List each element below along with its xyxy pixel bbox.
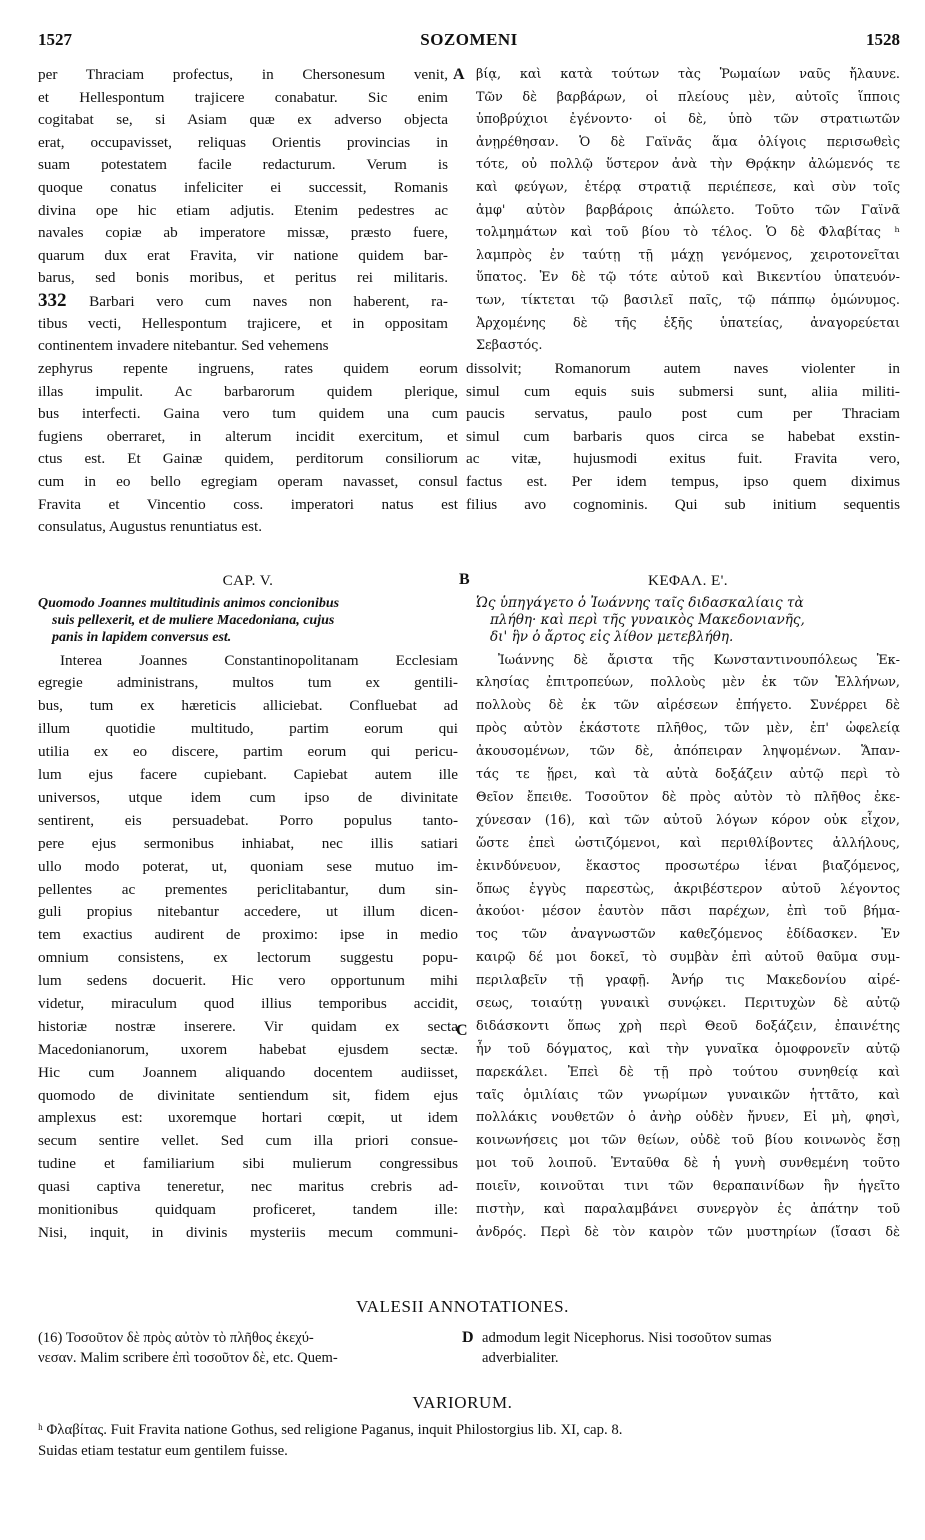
- greek-text-line: Σεβαστός.: [476, 338, 543, 354]
- body-line: κοινωνήσεις μοι τῶν θείων, οὐδὲ τοῦ βίου κοινωνὸς ἔσῃ: [476, 1133, 900, 1149]
- greek-chapter-column: [476, 570, 900, 1245]
- body-line: ἀκουσομένων, τῶν δὲ, ἀπόπειραν ληψομένων. Ἅπαν-: [476, 744, 900, 760]
- body-line: bus, tum ex hæreticis alliciebat. Confluebat ad: [38, 697, 458, 715]
- summary-line: Quomodo Joannes multitudinis animos concionibus: [38, 595, 340, 611]
- body-line: ἀνδρός. Περὶ δὲ τὸν καιρὸν τῶν μυστηρίων (ἴσασι δὲ: [476, 1224, 900, 1240]
- text-row: [38, 403, 900, 426]
- body-line: tem exactius audirent de proximo: ipse in medio: [38, 926, 458, 944]
- latin-chapter-column: [38, 570, 458, 1245]
- body-line: τάς τε ᾕρει, καὶ τὰ αὐτὰ δοξάζειν αὐτῷ περὶ τὸ: [476, 767, 900, 783]
- body-line: lum ejus facere cupiebant. Capiebat autem ille: [38, 766, 458, 784]
- page-header: [38, 30, 900, 56]
- greek-column-top: [476, 64, 900, 358]
- body-line: monitionibus quidquam proficeret, tandem ille:: [38, 1200, 458, 1218]
- latin-full-width-passage: [38, 358, 900, 539]
- greek-text-line: ὑποβρύχιοι ἐγένοντο· οἱ δὲ, ὑπὸ τῶν στρατιωτῶν: [476, 112, 900, 128]
- latin-column-top: [38, 64, 448, 358]
- body-line: χύνεσαν (16), καὶ τῶν αὐτοῦ λόγων κόρον οὐκ εἶχον,: [476, 812, 900, 828]
- body-line: ἀκούοι· μέσον ἑαυτὸν πᾶσι παρέχων, ἐπὶ τοῦ βήμα-: [476, 904, 900, 920]
- annotation-line: adverbialiter.: [482, 1350, 559, 1366]
- text-line: cogitabat se, si Asiam quæ ex adverso objecta: [38, 111, 448, 129]
- text-left-half: illas impulit. Ac barbarorum quidem plerique,: [38, 382, 458, 400]
- text-line: per Thraciam profectus, in Chersonesum venit,: [38, 66, 448, 83]
- margin-letter-a: A: [453, 66, 465, 83]
- annotations-left: [38, 1328, 458, 1368]
- margin-letter-d: D: [462, 1329, 474, 1346]
- page-number-right: 1528: [866, 30, 900, 49]
- body-line: universos, utque idem cum ipso de divinitate: [38, 788, 458, 806]
- summary-line: Ὡς ὑπηγάγετο ὁ Ἰωάννης ταῖς διδασκαλίαις τὰ: [476, 594, 804, 611]
- annotation-line: (16) Τοσοῦτον δὲ πρὸς αὐτὸν τὸ πλῆθος ἐκεχύ-: [38, 1330, 314, 1346]
- text-line: divina ope hic etiam adjutis. Etenim pedestres ac: [38, 201, 448, 219]
- body-line: Ἰωάννης δὲ ἄριστα τῆς Κωνσταντινουπόλεως Ἐκ-: [498, 652, 900, 668]
- text-right-half: paucis servatus, paulo post cum per Thraciam: [466, 405, 900, 423]
- body-line: περιλαβεῖν τῇ γραφῇ. Ἀνήρ τις Μακεδονίου αἱρέ-: [476, 973, 900, 989]
- body-line: Θεῖον ἔπειθε. Τοσοῦτον δὲ πρὸς αὐτὸν τὸ πλῆθος ἐκε-: [476, 789, 900, 805]
- greek-text-line: των, τίκτεται τῷ βασιλεῖ παῖς, τῷ πάππῳ ὁμώνυμος.: [476, 292, 900, 308]
- body-line: παρεκάλει. Ἐπεὶ δὲ τῇ πρὸ τούτου συνηθείᾳ καὶ: [476, 1064, 900, 1080]
- body-line: Nisi, inquit, in divinis mysteriis mecum communi-: [38, 1223, 458, 1241]
- body-line: ἐκινδύνευον, ἕκαστος προσωτέρω ἰέναι βιαζόμενος,: [476, 858, 900, 874]
- text-right-half: filius avo cognominis. Qui sub initium sequentis: [466, 495, 900, 513]
- body-line: ποιεῖν, κοινοῦται τινι τῶν θεραπαινίδων ἣν ἡγεῖτο: [476, 1179, 900, 1195]
- text-left-half: bus interfecti. Gaina vero tum quidem una cum: [38, 405, 458, 423]
- text-left-half: consulatus, Augustus renuntiatus est.: [38, 518, 263, 536]
- body-line: secum sentire vellet. Sed cum illa priori consue-: [38, 1132, 458, 1150]
- body-line: Interea Joannes Constantinopolitanam Ecclesiam: [60, 651, 458, 669]
- text-row: [38, 516, 900, 539]
- text-right-half: ac vitæ, hujusmodi exitus fuit. Fravita vero,: [466, 450, 900, 468]
- text-line: quoque conatus infeliciter ei successit, Romanis: [38, 178, 448, 196]
- annotations-title: VALESII ANNOTATIONES.: [355, 1297, 570, 1316]
- summary-line: δι' ἣν ὁ ἄρτος εἰς λίθον μετεβλήθη.: [490, 628, 734, 645]
- body-line: κλησίας ἐπιτροπεύων, πολλοὺς μὲν ἐκ τῶν Ἑλλήνων,: [476, 675, 900, 691]
- variorum-line: ʰ Φλαβίτας. Fuit Fravita natione Gothus, sed religione Paganus, inquit Philostorgius lib. XI, cap. 8.: [38, 1422, 623, 1438]
- text-line: tibus vecti, Hellespontum trajicere, et in oppositam: [38, 314, 448, 332]
- annotation-line: νεσαν. Malim scribere ἐπὶ τοσοῦτον δὲ, etc. Quem-: [38, 1350, 338, 1366]
- body-line: egregie administrans, multos tum ex gentili-: [38, 674, 458, 692]
- body-line: ταῖς ὁμιλίαις τῶν γνωρίμων γυναικῶν ἡττᾶτο, καὶ: [476, 1087, 900, 1103]
- greek-text-line: τότε, οὐ πολλῷ ὕστερον ἀνὰ τὴν Θρᾴκην ἀλώμενός τε: [476, 157, 900, 173]
- body-line: καιρῷ δέ μοι δοκεῖ, τὸ συμβὰν ἐπὶ αὐτοῦ θαῦμα συμ-: [476, 950, 900, 966]
- body-line: σεως, τοιαύτῃ γυναικὶ συνῴκει. Περιτυχὼν δὲ αὐτῷ: [476, 995, 900, 1011]
- text-right-half: dissolvit; Romanorum autem naves violenter in: [466, 360, 900, 377]
- body-line: omnium consistens, ex lectorum suggestu popu-: [38, 949, 458, 967]
- body-line: πολλάκις νουθετῶν ὁ ἀνὴρ οὐδὲν ἤνυεν, Εἰ μὴ, φησὶ,: [476, 1110, 900, 1126]
- text-right-half: simul cum barbaris quos circa se habebat exstin-: [466, 427, 900, 445]
- body-line: videtur, miraculum quod illius temporibus accidit,: [38, 994, 458, 1012]
- body-line: quomodo de divinitate sentiendum sit, fidem ejus: [38, 1086, 458, 1104]
- text-line: navales copiæ ab imperatore missæ, præsto fuere,: [38, 224, 448, 242]
- body-line: πιστὴν, καὶ παραλαμβάνει συνεργὸν ἐς ἀπάτην τοῦ: [476, 1201, 900, 1217]
- chapter-summary: [38, 593, 458, 650]
- margin-letter-b: B: [459, 571, 470, 588]
- variorum-line: Suidas etiam testatur eum gentilem fuisse.: [38, 1443, 288, 1459]
- text-line: erat, occupavisset, reliquas Orientis provincias in: [38, 133, 448, 151]
- greek-text-line: καὶ φεύγων, ἑτέρᾳ στρατιᾷ περιέπεσε, καὶ σὺν τοῖς: [476, 179, 900, 195]
- body-line: τος τῶν ἀναγνωστῶν καθεζόμενος ἐδίδασκεν. Ἐν: [476, 927, 900, 943]
- text-row: [38, 494, 900, 517]
- chapter-heading: CAP. V.: [222, 572, 274, 589]
- text-right-half: factus est. Per idem tempus, ipso quem diximus: [466, 472, 900, 490]
- body-line: guli propius nitebantur accedere, ut illum dicen-: [38, 903, 458, 921]
- greek-text-line: τολμημάτων καὶ τοῦ βίου τὸ τέλος. Ὁ δὲ Φλαβίτας ʰ: [476, 225, 900, 241]
- annotations-right: [482, 1328, 902, 1368]
- body-line: lum sedens docuerit. Hic vero opportunum mihi: [38, 972, 458, 990]
- body-line: Hic cum Joannem aliquando docentem audiisset,: [38, 1063, 458, 1081]
- body-line: amplexus est: uxoremque hortari cœpit, ut idem: [38, 1109, 458, 1127]
- text-row: [38, 426, 900, 449]
- text-row: [38, 471, 900, 494]
- text-row: [38, 448, 900, 471]
- body-line: pellentes ac prementes periclitabantur, dum sin-: [38, 880, 458, 898]
- body-line: ὥστε ἐπεὶ ὠστιζόμενοι, καὶ περιθλίβοντες ἀλλήλους,: [476, 835, 900, 851]
- body-line: historiæ nostræ inserere. Vir quidam ex secta: [38, 1017, 458, 1035]
- text-line: et Hellespontum trajicere conabatur. Sic enim: [38, 88, 448, 106]
- margin-letter-c: C: [456, 1022, 468, 1039]
- text-left-half: Fravita et Vincentio coss. imperatori natus est: [38, 495, 458, 513]
- greek-text-line: λαμπρὸς ἐν ταύτῃ τῇ μάχῃ γενόμενος, χειροτονεῖται: [476, 247, 900, 263]
- body-line: ὅπως ἐγγὺς παρεστὼς, ἀκριβέστερον αὐτοῦ λέγοντος: [476, 881, 900, 897]
- body-line: πρὸς αὐτὸν ἑκάστοτε πλῆθος, τῶν μὲν, ἐπ' ὠφελείᾳ: [476, 721, 900, 737]
- text-left-half: ctus est. Et Gainæ quidem, perditorum consiliorum: [38, 450, 458, 468]
- body-line: ἦν τοῦ δόγματος, καὶ τὴν γυναῖκα ὁμοφρονεῖν αὐτῷ: [476, 1041, 900, 1057]
- text-line: suam potestatem facile redacturum. Verum is: [38, 156, 448, 174]
- greek-text-line: βίᾳ, καὶ κατὰ τούτων τὰς Ῥωμαίων ναῦς ἤλαυνε.: [476, 67, 900, 82]
- variorum-notes: [38, 1420, 900, 1462]
- running-title: SOZOMENI: [420, 30, 518, 49]
- body-line: illum quotidie multitudo, partim eorum qui: [38, 720, 458, 738]
- body-line: ullo modo poterat, ut, quoniam sese mutuo im-: [38, 857, 458, 875]
- body-line: Macedonianorum, uxorem habebat ejusdem sectæ.: [38, 1040, 458, 1058]
- greek-text-line: ὕπατος. Ἐν δὲ τῷ τότε αὐτοῦ καὶ Βικεντίου ὑπατευόν-: [476, 270, 900, 286]
- greek-text-line: Ἀρχομένης δὲ τῆς ἑξῆς ὑπατείας, ἀναγορεύεται: [476, 315, 900, 331]
- text-line: barus, sed bonis moribus, et peritus rei militaris.: [38, 269, 448, 287]
- text-line: continentem invadere nitebantur. Sed vehemens: [38, 337, 329, 355]
- text-left-half: zephyrus repente ingruens, rates quidem eorum: [38, 360, 458, 377]
- text-right-half: simul cum equis suis submersi sunt, aliia militi-: [466, 382, 900, 400]
- text-row: [38, 358, 900, 381]
- text-left-half: fugiens oberraret, in alterum incidit exercitum, et: [38, 427, 458, 445]
- text-span: Barbari vero cum naves non haberent, ra-: [89, 292, 448, 310]
- summary-line: πλήθη· καὶ περὶ τῆς γυναικὸς Μακεδονιανῆς,: [490, 611, 805, 628]
- greek-text-line: ἀνῃρέθησαν. Ὁ δὲ Γαϊνᾶς ἅμα ὀλίγοις περισωθεὶς: [476, 134, 900, 150]
- text-line: quarum dux erat Fravita, vir natione quidem bar-: [38, 246, 448, 264]
- body-line: utilia ex eo discere, partim eorum qui pericu-: [38, 743, 458, 761]
- summary-line: panis in lapidem conversus est.: [52, 629, 232, 645]
- text-row: [38, 381, 900, 404]
- page-number-left: 1527: [38, 30, 72, 49]
- annotation-line: admodum legit Nicephorus. Nisi τοσοῦτον sumas: [482, 1330, 772, 1346]
- chapter-summary: [476, 593, 900, 650]
- body-line: διδάσκοντι ὅπως χρὴ περὶ Θεοῦ δοξάζειν, ἐπαινέτης: [476, 1018, 900, 1034]
- chapter-heading: ΚΕΦΑΛ. Ε'.: [647, 572, 728, 589]
- greek-text-line: Τῶν δὲ βαρβάρων, οἱ πλείους μὲν, αὐτοῖς ἵπποις: [476, 89, 900, 105]
- section-number: 332: [38, 289, 90, 311]
- body-line: μοι τοῦ λοιποῦ. Ἐνταῦθα δὲ ἡ γυνὴ συνθεμένη τοῦτο: [476, 1156, 900, 1172]
- text-left-half: cum in eo bello egregiam operam navasset, consul: [38, 472, 458, 490]
- body-line: tudine et familiarium sibi mulierum congressibus: [38, 1155, 458, 1173]
- variorum-title: VARIORUM.: [412, 1393, 513, 1412]
- body-line: πολλοὺς δὲ ἐκ τῶν αἱρέσεων ἐπήγετο. Συνέρρει δὲ: [476, 698, 900, 714]
- body-line: sentirent, eis persuadebat. Porro populus tanto-: [38, 811, 458, 829]
- greek-text-line: ἀμφ' αὐτὸν βαρβάροις ἀπώλετο. Τοῦτο τῶν Γαϊνᾶ: [476, 202, 900, 218]
- body-line: pere ejus sermonibus inhiabat, nec illis satiari: [38, 834, 458, 852]
- summary-line: suis pellexerit, et de muliere Macedoniana, cujus: [52, 612, 335, 628]
- body-line: quasi captiva teneretur, nec maritus crebris ad-: [38, 1178, 458, 1196]
- text-line: [38, 290, 448, 313]
